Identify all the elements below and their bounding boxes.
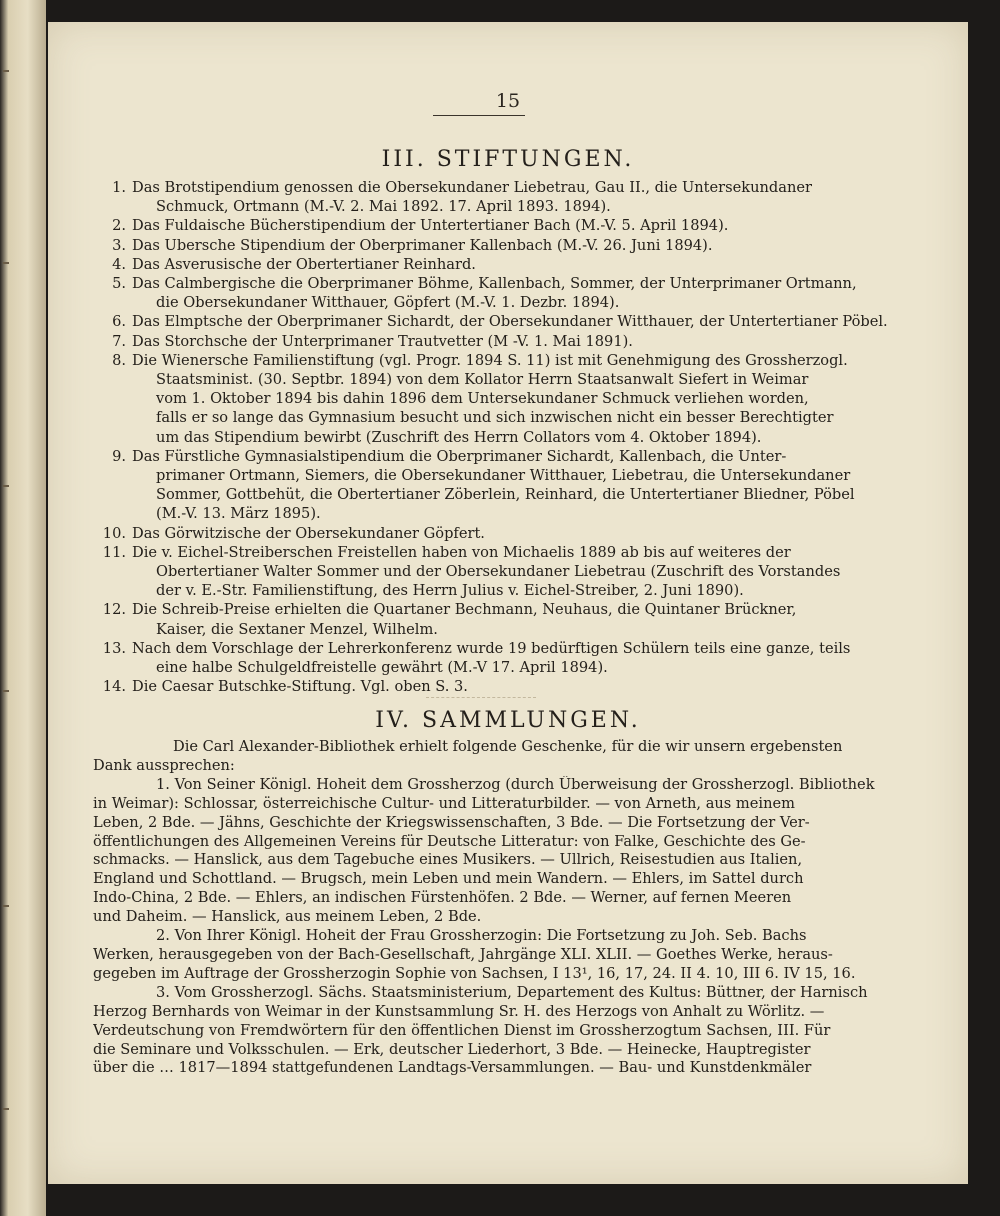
sammlungen-text-line: 1. Von Seiner Königl. Hoheit dem Grossherzog (durch Überweisung der Grossherzogl. Bibliothek — [156, 775, 875, 793]
stiftung-item-line: Die Caesar Butschke-Stiftung. Vgl. oben S. 3. — [132, 678, 468, 696]
stiftung-item-text — [132, 524, 930, 543]
stiftung-item — [100, 600, 930, 638]
sammlungen-text-line: gegeben im Auftrage der Grossherzogin Sophie von Sachsen, I 13¹, 16, 17, 24. II 4. 10, III 6. IV 15, 16. — [93, 964, 856, 982]
stiftung-item-line: vom 1. Oktober 1894 bis dahin 1896 dem Untersekundaner Schmuck verliehen worden, — [156, 390, 809, 408]
stiftung-item-text — [132, 332, 930, 351]
stiftung-item-line: Kaiser, die Sextaner Menzel, Wilhelm. — [156, 620, 438, 638]
stiftung-item-line: Nach dem Vorschlage der Lehrerkonferenz wurde 19 bedürftigen Schülern teils eine ganze, teils — [132, 639, 851, 657]
stiftung-item-line: Das Elmptsche der Oberprimaner Sichardt, der Obersekundaner Witthauer, der Untertertianer Pöbel. — [132, 313, 888, 331]
stiftung-item-line: Das Görwitzische der Obersekundaner Göpfert. — [132, 524, 485, 542]
sammlungen-text-line: in Weimar): Schlossar, österreichische Cultur- und Litteraturbilder. — von Arneth, aus meinem — [93, 794, 795, 812]
stiftung-item-text — [132, 178, 930, 216]
stiftung-item-line: Das Calmbergische die Oberprimaner Böhme, Kallenbach, Sommer, der Unterprimaner Ortmann, — [132, 275, 857, 293]
stiftung-item-line: Das Storchsche der Unterprimaner Trautvetter (M -V. 1. Mai 1891). — [132, 332, 633, 350]
stiftung-item — [100, 312, 930, 331]
stiftung-item-text — [132, 351, 930, 447]
stiftung-item-number: 3. — [112, 236, 126, 254]
stiftung-item-line: Das Brotstipendium genossen die Obersekundaner Liebetrau, Gau II., die Untersekundaner — [132, 179, 812, 196]
sammlungen-text-line: England und Schottland. — Brugsch, mein Leben und mein Wandern. — Ehlers, im Sattel durch — [93, 870, 804, 888]
stiftung-item-line: um das Stipendium bewirbt (Zuschrift des Herrn Collators vom 4. Oktober 1894). — [156, 428, 762, 446]
stiftung-item-number: 14. — [102, 678, 126, 696]
sammlungen-text-line: Verdeutschung von Fremdwörtern für den öffentlichen Dienst im Grossherzogtum Sachsen, III. Für — [93, 1021, 831, 1039]
stiftung-item — [100, 447, 930, 524]
stiftung-item-line: Die v. Eichel-Streiberschen Freistellen haben von Michaelis 1889 ab bis auf weiteres der — [132, 543, 791, 561]
stiftungen-list — [100, 178, 930, 696]
stiftung-item-number: 6. — [112, 313, 126, 331]
stiftung-item — [100, 351, 930, 447]
stiftung-item-line: Das Asverusische der Obertertianer Reinhard. — [132, 255, 476, 273]
stiftung-item-number: 12. — [102, 601, 126, 619]
stiftung-item-number: 7. — [112, 332, 126, 350]
stiftung-item-number: 4. — [112, 255, 126, 273]
stiftung-item-line: Das Ubersche Stipendium der Oberprimaner Kallenbach (M.-V. 26. Juni 1894). — [132, 236, 713, 254]
stiftung-item — [100, 677, 930, 696]
stiftung-item-text — [132, 255, 930, 274]
section-title-stiftungen: III. STIFTUNGEN. — [381, 147, 635, 172]
stiftung-item-number: 5. — [112, 275, 126, 293]
stiftung-item — [100, 274, 930, 312]
stiftung-item-text — [132, 543, 930, 601]
sammlungen-text-line: Indo-China, 2 Bde. — Ehlers, an indischen Fürstenhöfen. 2 Bde. — Werner, auf fernen Meeren — [93, 889, 792, 907]
stiftung-item-text — [132, 639, 930, 677]
stiftung-item — [100, 255, 930, 274]
stiftung-item-line: (M.-V. 13. März 1895). — [156, 505, 321, 523]
page-number: 15 — [495, 90, 521, 112]
stiftung-item — [100, 236, 930, 255]
stiftung-item-number: 8. — [112, 351, 126, 369]
sammlungen-text-line: Herzog Bernhards von Weimar in der Kunstsammlung Sr. H. des Herzogs von Anhalt zu Wörlitz. — — [93, 1002, 825, 1020]
stiftung-item-text — [132, 677, 930, 696]
stiftung-item-line: Die Schreib-Preise erhielten die Quartaner Bechmann, Neuhaus, die Quintaner Brückner, — [132, 601, 797, 619]
stiftung-item — [100, 543, 930, 601]
stiftung-item — [100, 524, 930, 543]
sammlungen-text-line: Die Carl Alexander-Bibliothek erhielt folgende Geschenke, für die wir unsern ergebensten — [173, 738, 843, 755]
sammlungen-text-line: Werken, herausgegeben von der Bach-Gesellschaft, Jahrgänge XLI. XLII. — Goethes Werke, heraus- — [93, 945, 833, 963]
stiftung-item-text — [132, 312, 930, 331]
stiftung-item-line: Das Fürstliche Gymnasialstipendium die Oberprimaner Sichardt, Kallenbach, die Unter- — [132, 447, 787, 465]
stiftung-item-text — [132, 236, 930, 255]
sammlungen-text-line: Dank aussprechen: — [93, 756, 235, 774]
stiftung-item-text — [132, 274, 930, 312]
stiftung-item-line: der v. E.-Str. Familienstiftung, des Herrn Julius v. Eichel-Streiber, 2. Juni 1890). — [156, 582, 744, 600]
stiftung-item-line: falls er so lange das Gymnasium besucht und sich inzwischen nicht ein besser Berechtigter — [156, 409, 834, 427]
stiftung-item-line: eine halbe Schulgeldfreistelle gewährt (M.-V 17. April 1894). — [156, 659, 608, 677]
stiftung-item-line: die Obersekundaner Witthauer, Göpfert (M.-V. 1. Dezbr. 1894). — [156, 294, 620, 312]
stiftung-item — [100, 178, 930, 216]
sammlungen-text-line: über die … 1817—1894 stattgefundenen Landtags-Versammlungen. — Bau- und Kunstdenkmäler — [93, 1059, 812, 1077]
stiftung-item-number: 13. — [102, 639, 126, 657]
stiftung-item — [100, 332, 930, 351]
sammlungen-text-line: 2. Von Ihrer Königl. Hoheit der Frau Grossherzogin: Die Fortsetzung zu Joh. Seb. Bachs — [156, 927, 807, 945]
stiftung-item-text — [132, 447, 930, 524]
stiftung-item-number: 11. — [102, 543, 126, 561]
stiftung-item-number: 1. — [112, 179, 126, 196]
stiftung-item-line: Die Wienersche Familienstiftung (vgl. Progr. 1894 S. 11) ist mit Genehmigung des Grossherzogl. — [132, 351, 848, 369]
section-title-sammlungen: IV. SAMMLUNGEN. — [375, 708, 641, 733]
sammlungen-text-line: Leben, 2 Bde. — Jähns, Geschichte der Kriegswissenschaften, 3 Bde. — Die Fortsetzung der Ver- — [93, 813, 810, 831]
stiftung-item-number: 10. — [102, 524, 126, 542]
stiftung-item-line: Schmuck, Ortmann (M.-V. 2. Mai 1892. 17. April 1893. 1894). — [156, 198, 611, 216]
stiftung-item — [100, 216, 930, 235]
section-divider-ornament — [426, 697, 536, 702]
sammlungen-text-line: 3. Vom Grossherzogl. Sächs. Staatsministerium, Departement des Kultus: Büttner, der Harnisch — [156, 983, 868, 1001]
sammlungen-text — [93, 738, 923, 1078]
document-page — [48, 22, 968, 1184]
sammlungen-text-line: öffentlichungen des Allgemeinen Vereins für Deutsche Litteratur: von Falke, Geschichte des Ge- — [93, 832, 806, 850]
stiftung-item-line: Sommer, Gottbehüt, die Obertertianer Zöberlein, Reinhard, die Untertertianer Bliedner, Pöbel — [156, 486, 855, 504]
sammlungen-text-line: die Seminare und Volksschulen. — Erk, deutscher Liederhort, 3 Bde. — Heinecke, Hauptregister — [93, 1040, 811, 1058]
sammlungen-text-line: und Daheim. — Hanslick, aus meinem Leben, 2 Bde. — [93, 908, 482, 926]
stiftung-item-line: Staatsminist. (30. Septbr. 1894) von dem Kollator Herrn Staatsanwalt Siefert in Weimar — [156, 371, 809, 389]
stiftung-item-text — [132, 600, 930, 638]
stiftung-item — [100, 639, 930, 677]
page-number-rule — [433, 115, 525, 116]
stiftung-item-number: 2. — [112, 217, 126, 235]
stiftung-item-line: Obertertianer Walter Sommer und der Obersekundaner Liebetrau (Zuschrift des Vorstandes — [156, 563, 841, 581]
sammlungen-text-line: schmacks. — Hanslick, aus dem Tagebuche eines Musikers. — Ullrich, Reisestudien aus Italien, — [93, 851, 803, 869]
stiftung-item-number: 9. — [112, 447, 126, 465]
stiftung-item-line: primaner Ortmann, Siemers, die Obersekundaner Witthauer, Liebetrau, die Untersekundaner — [156, 467, 851, 485]
stiftung-item-line: Das Fuldaische Bücherstipendium der Untertertianer Bach (M.-V. 5. April 1894). — [132, 217, 729, 235]
previous-page-edge — [0, 0, 46, 1216]
stiftung-item-text — [132, 216, 930, 235]
